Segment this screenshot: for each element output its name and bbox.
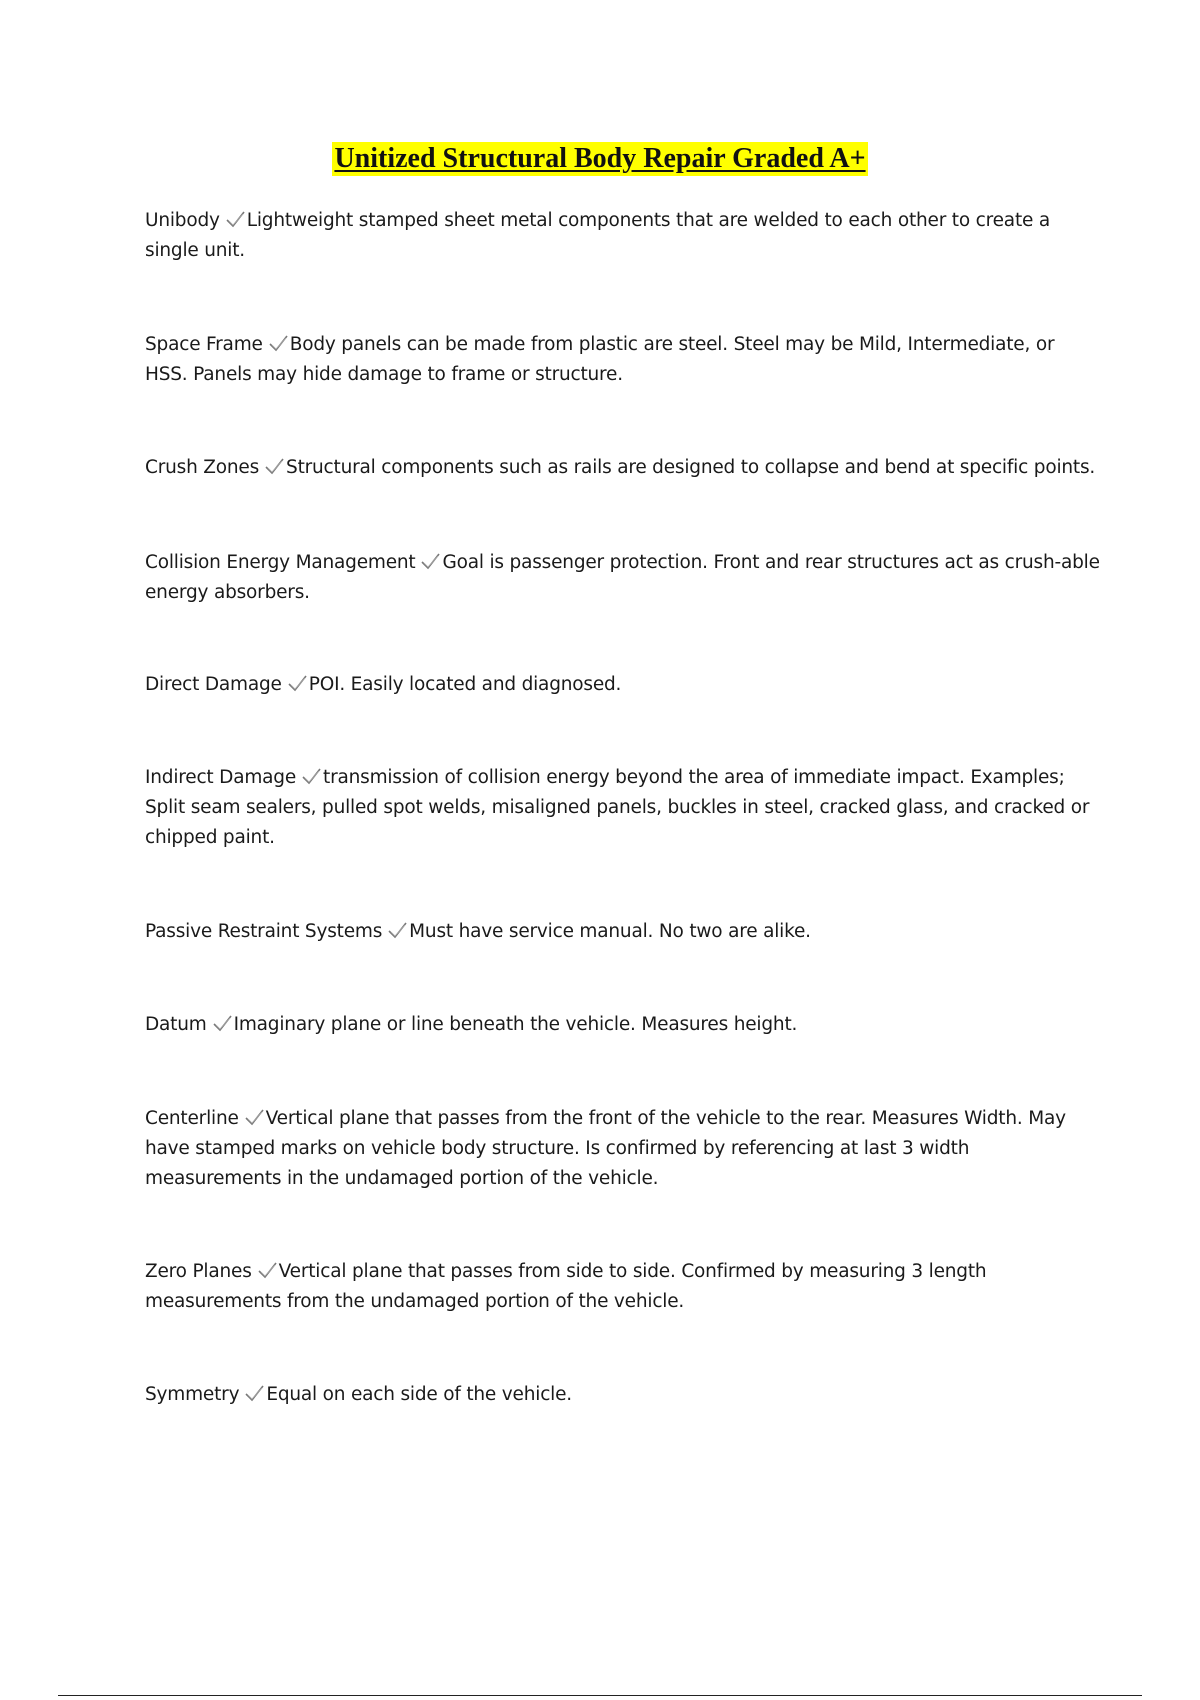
- entry-crush-zones: [145, 453, 1100, 483]
- entry-definition: Structural components such as rails are designed to collapse and bend at specific points.: [286, 457, 1096, 478]
- entry-indirect-damage: [145, 763, 1100, 853]
- entry-term: Zero Planes: [145, 1261, 252, 1282]
- entry-definition: Must have service manual. No two are alike.: [409, 921, 811, 942]
- entry-collision-energy-management: [145, 548, 1100, 608]
- entry-symmetry: [145, 1380, 1100, 1410]
- entry-term: Passive Restraint Systems: [145, 921, 383, 942]
- entry-direct-damage: [145, 670, 1100, 700]
- title-container: [0, 142, 1200, 176]
- entry-definition: Body panels can be made from plastic are steel. Steel may be Mild, Intermediate, or HSS. Panels may hide damage to frame or structure.: [145, 334, 1055, 385]
- entry-term: Direct Damage: [145, 674, 282, 695]
- entry-passive-restraint-systems: [145, 917, 1100, 947]
- entry-term: Crush Zones: [145, 457, 260, 478]
- check-icon: [268, 334, 289, 353]
- check-icon: [420, 552, 441, 571]
- entry-term: Symmetry: [145, 1384, 240, 1405]
- entry-definition: POI. Easily located and diagnosed.: [308, 674, 622, 695]
- entry-centerline: [145, 1104, 1100, 1194]
- entry-space-frame: [145, 330, 1100, 390]
- entry-datum: [145, 1010, 1100, 1040]
- entry-definition: Vertical plane that passes from side to side. Confirmed by measuring 3 length measurements from the undamaged portion of the vehicle.: [145, 1261, 987, 1312]
- check-icon: [244, 1108, 265, 1127]
- entry-definition: Vertical plane that passes from the front of the vehicle to the rear. Measures Width. May have stamped marks on vehicle body structure. Is confirmed by referencing at last 3 width measurements in the undamaged portion of the vehicle.: [145, 1108, 1066, 1189]
- entry-term: Centerline: [145, 1108, 239, 1129]
- entry-term: Collision Energy Management: [145, 552, 416, 573]
- check-icon: [264, 457, 285, 476]
- check-icon: [257, 1261, 278, 1280]
- entry-term: Space Frame: [145, 334, 263, 355]
- entry-definition: Goal is passenger protection. Front and rear structures act as crush-able energy absorbers.: [145, 552, 1100, 603]
- document-title: Unitized Structural Body Repair Graded A+: [334, 143, 866, 174]
- check-icon: [287, 674, 308, 693]
- entry-term: Unibody: [145, 210, 220, 231]
- check-icon: [301, 767, 322, 786]
- check-icon: [212, 1014, 233, 1033]
- entry-zero-planes: [145, 1257, 1100, 1317]
- check-icon: [244, 1384, 265, 1403]
- entry-definition: Equal on each side of the vehicle.: [266, 1384, 572, 1405]
- entry-definition: transmission of collision energy beyond the area of immediate impact. Examples; Split seam sealers, pulled spot welds, misaligned panels, buckles in steel, cracked glass, and cracked or chipped paint.: [145, 767, 1090, 848]
- check-icon: [225, 210, 246, 229]
- footer-divider: [58, 1695, 1142, 1696]
- check-icon: [387, 921, 408, 940]
- entry-definition: Lightweight stamped sheet metal components that are welded to each other to create a single unit.: [145, 210, 1051, 261]
- entry-term: Indirect Damage: [145, 767, 297, 788]
- entry-term: Datum: [145, 1014, 207, 1035]
- entry-unibody: [145, 206, 1100, 266]
- entry-definition: Imaginary plane or line beneath the vehicle. Measures height.: [233, 1014, 798, 1035]
